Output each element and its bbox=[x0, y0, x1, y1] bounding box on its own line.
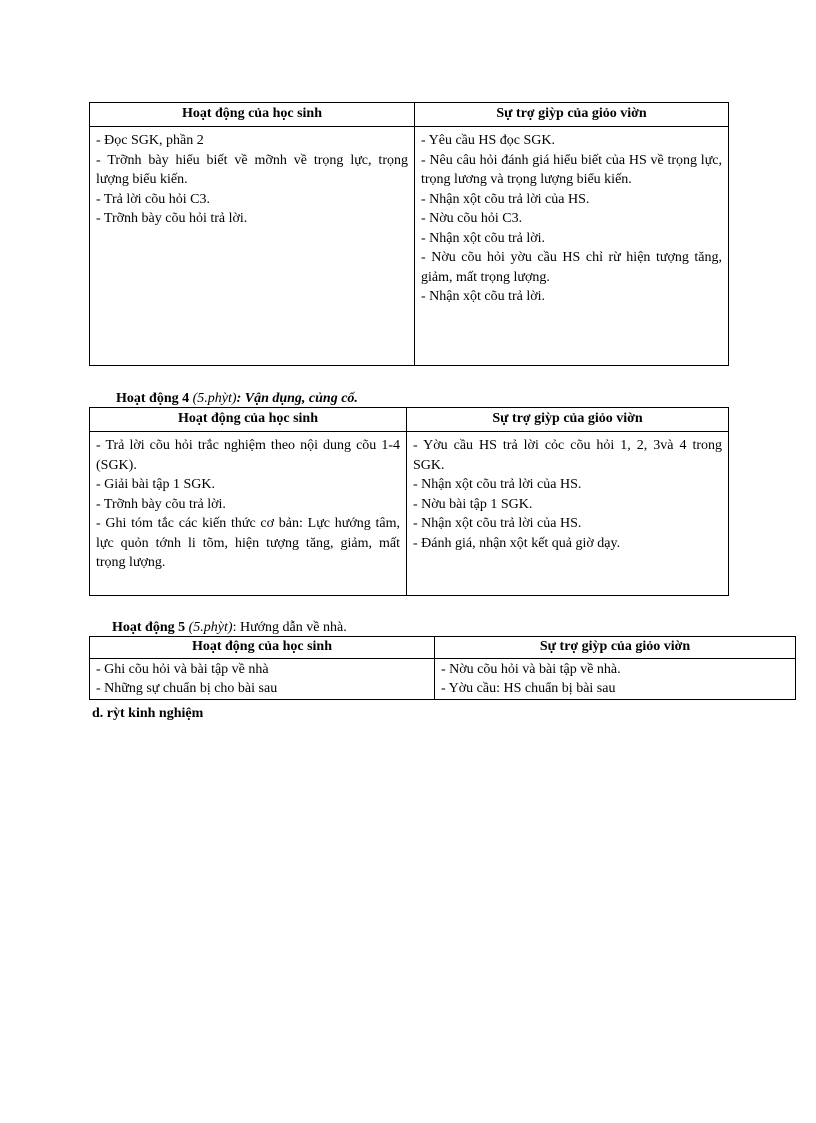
student-line: - Trả lời cõu hỏi C3. bbox=[96, 191, 210, 207]
teacher-cell bbox=[407, 432, 729, 596]
activity-4-label: Hoạt động 4 bbox=[116, 391, 190, 406]
teacher-line: - Nờu bài tập 1 SGK. bbox=[413, 496, 533, 512]
student-line: - Ghi tóm tắc các kiến thức cơ bản: Lực hướng tâm, lực quỏn tớnh li tõm, hiện tượng tăng, giảm, mất trọng lượng. bbox=[96, 516, 400, 570]
teacher-cell bbox=[415, 127, 729, 366]
student-cell bbox=[90, 659, 435, 700]
teacher-line: - Nờu cõu hỏi và bài tập về nhà. bbox=[441, 662, 621, 677]
header-student: Hoạt động của học sinh bbox=[90, 103, 415, 127]
student-line: - Trỡnh bày hiểu biết về mỡnh về trọng lực, trọng lượng biểu kiến. bbox=[96, 152, 408, 187]
student-line: - Trỡnh bày cõu hỏi trả lời. bbox=[96, 211, 248, 226]
header-teacher: Sự trợ giỳp của giỏo viờn bbox=[407, 408, 729, 432]
activity-5-heading bbox=[112, 619, 347, 637]
teacher-line: - Nhận xột cõu trả lời của HS. bbox=[413, 477, 582, 492]
header-teacher: Sự trợ giỳp của giỏo viờn bbox=[415, 103, 729, 127]
teacher-line: - Đánh giá, nhận xột kết quả giờ dạy. bbox=[413, 535, 621, 551]
teacher-line: - Nhận xột cõu trả lời của HS. bbox=[421, 191, 590, 207]
table-row bbox=[90, 127, 729, 366]
teacher-line: - Yêu cầu HS đọc SGK. bbox=[421, 133, 556, 148]
teacher-line: - Yờu cầu HS trả lời cỏc cõu hỏi 1, 2, 3và 4 trong SGK. bbox=[413, 438, 722, 473]
student-line: - Đọc SGK, phần 2 bbox=[96, 133, 204, 148]
teacher-line: - Nờu cõu hỏi C3. bbox=[421, 211, 523, 226]
teacher-line: - Nhận xột cõu trả lời của HS. bbox=[413, 516, 582, 531]
student-line: - Giải bài tập 1 SGK. bbox=[96, 477, 215, 492]
activity-4-title: : Vận dụng, củng cố. bbox=[236, 391, 358, 406]
student-line: - Trỡnh bày cõu trả lời. bbox=[96, 496, 226, 512]
teacher-line: - Nhận xột cõu trả lời. bbox=[421, 230, 546, 246]
student-cell bbox=[90, 127, 415, 366]
teacher-line: - Nờu cõu hỏi yờu cầu HS chỉ rừ hiện tượng tăng, giảm, mất trọng lượng. bbox=[421, 250, 722, 285]
activity-5-label: Hoạt động 5 bbox=[112, 620, 186, 635]
teacher-cell bbox=[435, 659, 796, 700]
activity-table-2 bbox=[89, 407, 729, 596]
activity-5-title: : Hướng dẫn về nhà. bbox=[232, 620, 347, 635]
table-header-row bbox=[90, 637, 796, 659]
activity-table-3 bbox=[89, 636, 796, 700]
student-line: - Những sự chuẩn bị cho bài sau bbox=[96, 681, 278, 696]
student-line: - Ghi cõu hỏi và bài tập về nhà bbox=[96, 662, 269, 677]
experience-label: d. rỳt kinh nghiệm bbox=[92, 706, 204, 721]
teacher-line: - Nhận xột cõu trả lời. bbox=[421, 289, 546, 304]
experience-heading bbox=[92, 705, 203, 723]
student-cell bbox=[90, 432, 407, 596]
activity-4-heading bbox=[116, 390, 358, 408]
table-row bbox=[90, 432, 729, 596]
header-teacher: Sự trợ giỳp của giỏo viờn bbox=[435, 637, 796, 659]
teacher-line: - Nêu câu hỏi đánh giá hiểu biết của HS về trọng lực, trọng lương và trọng lượng biểu kiến. bbox=[421, 152, 722, 187]
table-row bbox=[90, 659, 796, 700]
header-student: Hoạt động của học sinh bbox=[90, 408, 407, 432]
teacher-line: - Yờu cầu: HS chuẩn bị bài sau bbox=[441, 681, 616, 696]
activity-4-time: (5.phỳt) bbox=[192, 391, 237, 406]
table-header-row bbox=[90, 408, 729, 432]
activity-table-1 bbox=[89, 102, 729, 366]
activity-5-time: (5.phỳt) bbox=[188, 620, 233, 635]
header-student: Hoạt động của học sinh bbox=[90, 637, 435, 659]
student-line: - Trả lời cõu hỏi trắc nghiệm theo nội dung cõu 1-4 (SGK). bbox=[96, 438, 400, 473]
table-header-row bbox=[90, 103, 729, 127]
